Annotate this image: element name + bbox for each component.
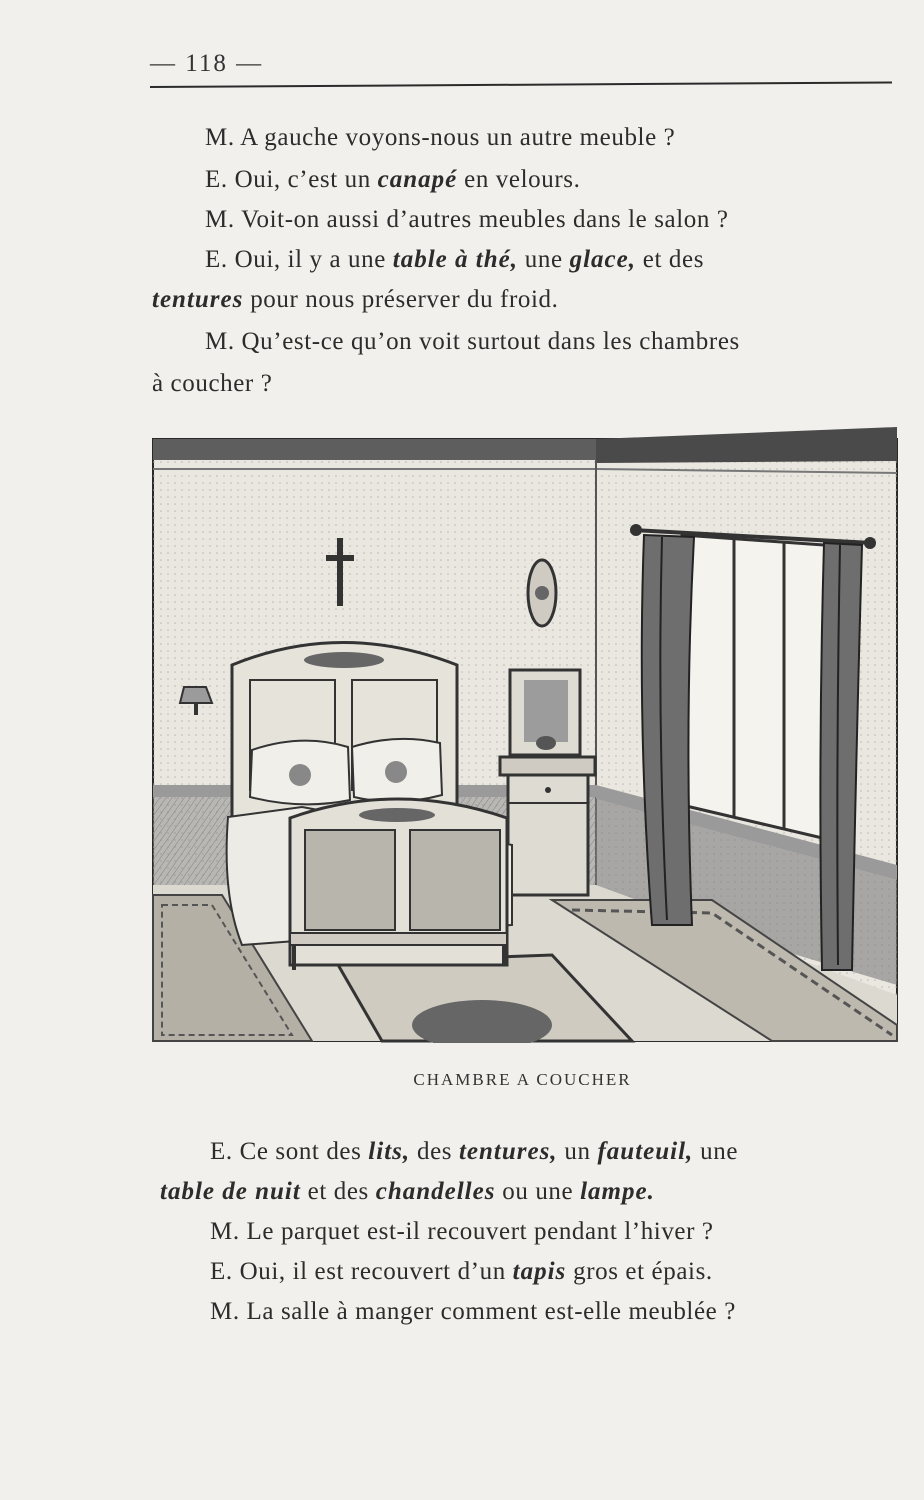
figure-caption: CHAMBRE A COUCHER — [413, 1070, 632, 1089]
dialogue-line: table de nuit et des chandelles ou une lampe. — [160, 1178, 655, 1205]
dialogue-line: tentures pour nous préserver du froid. — [152, 286, 559, 313]
dialogue-line: M. La salle à manger comment est-elle meublée ? — [210, 1298, 736, 1325]
dialogue-line: M. Le parquet est-il recouvert pendant l’hiver ? — [210, 1218, 714, 1245]
page-number: — 118 — — [150, 50, 264, 77]
dialogue-line: M. A gauche voyons-nous un autre meuble ? — [205, 124, 676, 151]
header-rule — [150, 81, 892, 88]
dialogue-line: E. Oui, il est recouvert d’un tapis gros et épais. — [210, 1258, 713, 1285]
page-header — [150, 48, 895, 96]
dialogue-line: à coucher ? — [152, 370, 273, 397]
dialogue-line: E. Ce sont des lits, des tentures, un fauteuil, une — [210, 1138, 739, 1165]
dialogue-line: M. Qu’est-ce qu’on voit surtout dans les chambres — [205, 328, 740, 355]
dialogue-line: E. Oui, il y a une table à thé, une glace, et des — [205, 246, 705, 273]
bedroom-illustration — [152, 425, 899, 1043]
dialogue-line: E. Oui, c’est un canapé en velours. — [205, 166, 581, 193]
dialogue-line: M. Voit-on aussi d’autres meubles dans le salon ? — [205, 206, 729, 233]
